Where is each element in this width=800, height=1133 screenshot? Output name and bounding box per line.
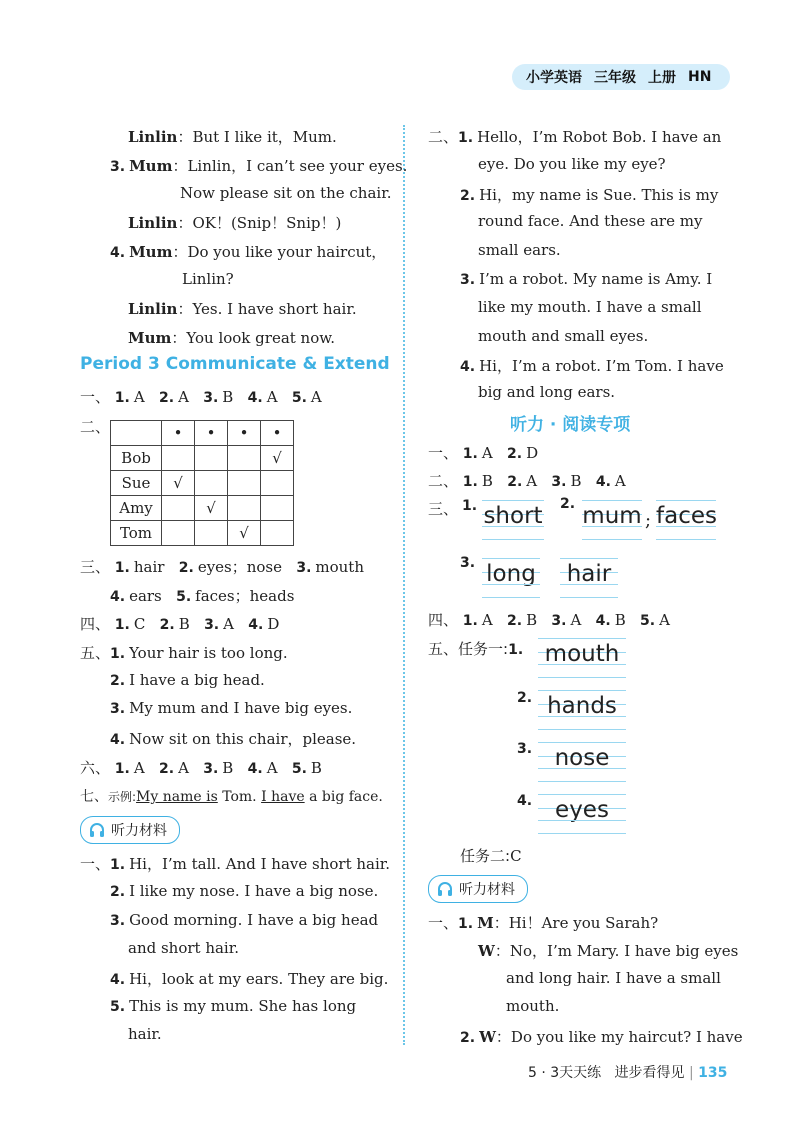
item-number: 4. xyxy=(110,589,126,605)
task-label: 任务一: xyxy=(458,640,509,658)
answer: A xyxy=(570,611,582,629)
grid-cell xyxy=(195,471,228,496)
grid-cell: • xyxy=(195,421,228,446)
item-number: 1. xyxy=(458,130,474,146)
footer-separator: | xyxy=(688,1065,694,1081)
item-number: 2. xyxy=(507,446,523,462)
question-label: 一、 xyxy=(428,444,459,462)
grid-name: Amy xyxy=(111,496,162,521)
grid-row xyxy=(111,471,294,496)
item-number: 1. xyxy=(114,560,130,576)
question-label: 二、 xyxy=(428,128,459,146)
question-label: 二、 xyxy=(80,418,111,436)
answer: Your hair is too long. xyxy=(129,644,288,662)
question-label: 七、 xyxy=(80,789,108,805)
answer: A xyxy=(659,611,670,629)
right-q2-line xyxy=(478,298,702,316)
right-q2-line xyxy=(478,327,648,345)
question-label: 四、 xyxy=(80,615,111,633)
answer: I have a big head. xyxy=(129,671,265,689)
answer-line-q5 xyxy=(110,671,265,689)
item-number: 4. xyxy=(247,390,263,406)
item-number: 4. xyxy=(595,613,611,629)
speaker: Mum xyxy=(128,329,172,347)
script-text: round face. And these are my xyxy=(478,212,703,230)
script-line xyxy=(428,912,658,933)
script-text: ：No，I’m Mary. I have big eyes xyxy=(494,942,739,960)
script-text: like my mouth. I have a small xyxy=(478,298,702,316)
item-number: 3. xyxy=(296,560,312,576)
item-number: 4. xyxy=(517,793,533,809)
speaker: Linlin xyxy=(128,128,178,146)
page-number: 135 xyxy=(698,1065,728,1081)
answer: D xyxy=(526,444,539,462)
dialog-text: ：Linlin，I can’t see your eyes. xyxy=(172,157,408,175)
period-title: Period 3 Communicate & Extend xyxy=(80,354,390,374)
dialog-text: ：Do you like your haircut， xyxy=(172,243,387,261)
answer: B xyxy=(481,472,493,490)
item-number: 2. xyxy=(507,613,523,629)
section-title: 听力 · 阅读专项 xyxy=(510,415,631,435)
listening-material-badge xyxy=(80,816,180,844)
grid-cell: • xyxy=(261,421,294,446)
answer: C xyxy=(133,615,146,633)
answer: A xyxy=(133,388,145,406)
item-number: 1. xyxy=(508,642,524,658)
script-text: ：Do you like my haircut? I have xyxy=(495,1028,743,1046)
dialog-text: ：OK！(Snip！Snip！) xyxy=(177,214,342,232)
script-line xyxy=(460,1026,743,1047)
header-grade: 三年级 xyxy=(594,70,636,86)
answer-row-q6 xyxy=(80,757,322,778)
example-label: 示例: xyxy=(108,790,137,804)
script-line xyxy=(128,939,239,957)
right-q2-line xyxy=(478,241,561,259)
header-edition: HN xyxy=(688,69,712,85)
footer-brand: 5 · 3天天练 xyxy=(528,1065,602,1081)
grid-cell xyxy=(162,496,195,521)
handwritten-answer: mouth xyxy=(544,641,620,667)
answer-line-q5 xyxy=(110,699,352,717)
item-number: 1. xyxy=(462,446,478,462)
script-text: Hi，I’m a robot. I’m Tom. I have xyxy=(479,357,724,375)
grid-cell xyxy=(261,521,294,546)
script-text: I’m a robot. My name is Amy. I xyxy=(479,270,713,288)
answer: My name is xyxy=(136,789,218,805)
item-number: 3. xyxy=(551,474,567,490)
item-number: 1. xyxy=(462,498,478,514)
script-text: Hello，I’m Robot Bob. I have an xyxy=(477,128,722,146)
answer-line-q5 xyxy=(80,642,288,663)
question-label: 五、 xyxy=(80,644,111,662)
grid-cell xyxy=(228,496,261,521)
item-number: 2. xyxy=(159,390,175,406)
writing-lines xyxy=(560,558,618,598)
answer: B xyxy=(614,611,626,629)
item-number: 1. xyxy=(110,857,126,873)
answer: A xyxy=(266,759,278,777)
script-line xyxy=(506,969,721,987)
handwritten-answer: hands xyxy=(547,693,617,719)
header-subject: 小学英语 xyxy=(526,70,582,86)
script-text: big and long ears. xyxy=(478,383,616,401)
grid-cell xyxy=(195,446,228,471)
item-number: 3. xyxy=(204,617,220,633)
speaker: Linlin xyxy=(128,214,178,232)
item-number: 4. xyxy=(110,972,126,988)
answer: I have xyxy=(261,789,305,805)
script-line xyxy=(478,940,738,961)
item-number: 3. xyxy=(551,613,567,629)
script-text: ：Hi！Are you Sarah? xyxy=(493,914,659,932)
question-label: 一、 xyxy=(80,388,111,406)
item-number: 4. xyxy=(595,474,611,490)
dialog-line xyxy=(128,327,335,348)
question-label: 四、 xyxy=(428,611,459,629)
writing-lines xyxy=(538,742,626,782)
script-line xyxy=(110,997,356,1015)
answer: My mum and I have big eyes. xyxy=(129,699,353,717)
answer: a big face. xyxy=(304,789,383,805)
right-q2-line xyxy=(478,383,615,401)
script-line xyxy=(110,882,378,900)
script-text: Hi，look at my ears. They are big. xyxy=(129,970,389,988)
writing-lines xyxy=(482,500,544,540)
listening-material-badge xyxy=(428,875,528,903)
item-number: 3. xyxy=(203,390,219,406)
script-text: and long hair. I have a small xyxy=(506,969,721,987)
script-line xyxy=(506,997,559,1015)
item-number: 2. xyxy=(460,188,476,204)
headphone-icon xyxy=(89,822,105,838)
grid-row xyxy=(111,496,294,521)
footer-slogan: 进步看得见 xyxy=(614,1065,685,1081)
grid-cell: • xyxy=(162,421,195,446)
dialog-text: ：But I like it，Mum. xyxy=(177,128,337,146)
answer: B xyxy=(222,388,234,406)
script-text: I like my nose. I have a big nose. xyxy=(129,882,379,900)
item-number: 4. xyxy=(110,245,126,261)
task-two xyxy=(460,845,522,866)
dialog-line xyxy=(128,126,337,147)
script-text: and short hair. xyxy=(128,939,240,957)
script-text: mouth. xyxy=(506,997,560,1015)
handwritten-answer: long xyxy=(486,561,536,587)
answer: A xyxy=(526,472,538,490)
grid-cell xyxy=(111,421,162,446)
item-number: 2. xyxy=(110,884,126,900)
right-q2-line xyxy=(478,155,666,173)
right-q2-line xyxy=(460,270,712,288)
answer-row-q3b xyxy=(110,585,294,606)
dialog-line xyxy=(180,184,392,202)
answer: A xyxy=(481,444,493,462)
item-number: 1. xyxy=(462,474,478,490)
item-number: 1. xyxy=(458,916,474,932)
grid-cell: √ xyxy=(162,471,195,496)
answer-row-s1 xyxy=(428,442,538,463)
answer-row-q3 xyxy=(80,556,364,577)
item-number: 4. xyxy=(248,617,264,633)
answer: A xyxy=(481,611,493,629)
grid-cell xyxy=(228,471,261,496)
right-q2-line xyxy=(460,355,724,376)
script-text: small ears. xyxy=(478,241,561,259)
task-label: 任务二: xyxy=(460,847,511,865)
writing-lines xyxy=(656,500,716,540)
listening-label: 听力材料 xyxy=(459,882,515,898)
dialog-line xyxy=(128,298,357,319)
answer-row-q1 xyxy=(80,386,322,407)
grid-cell xyxy=(228,446,261,471)
item-number: 5. xyxy=(640,613,656,629)
answer: B xyxy=(222,759,234,777)
handwritten-answer: nose xyxy=(554,745,610,771)
answer: A xyxy=(266,388,278,406)
item-number: 1. xyxy=(110,646,126,662)
handwritten-answer: eyes xyxy=(555,797,609,823)
grid-cell xyxy=(261,496,294,521)
answer: B xyxy=(570,472,582,490)
item-number: 1. xyxy=(114,390,130,406)
answer: A xyxy=(178,388,189,406)
answer: A xyxy=(133,759,145,777)
dialog-text: Linlin? xyxy=(182,270,234,288)
item-number: 3. xyxy=(460,272,476,288)
dialog-line xyxy=(110,241,386,262)
script-text: This is my mum. She has long xyxy=(129,997,357,1015)
answer: B xyxy=(526,611,538,629)
grid-row xyxy=(111,446,294,471)
item-number: 2. xyxy=(159,617,175,633)
grid-cell xyxy=(261,471,294,496)
speaker: M xyxy=(477,914,494,932)
item-number: 1. xyxy=(462,613,478,629)
right-q2-line xyxy=(428,126,721,147)
speaker: W xyxy=(479,1028,496,1046)
item-number: 3. xyxy=(460,555,476,571)
answer: mouth xyxy=(315,558,364,576)
page-footer xyxy=(528,1062,727,1082)
script-text: Good morning. I have a big head xyxy=(129,911,379,929)
answer: A xyxy=(614,472,626,490)
script-line xyxy=(80,853,390,874)
answer: B xyxy=(178,615,190,633)
script-text: eye. Do you like my eye? xyxy=(478,155,666,173)
dialog-line xyxy=(110,155,407,176)
headphone-icon xyxy=(437,881,453,897)
grid-name: Sue xyxy=(111,471,162,496)
grid-cell: √ xyxy=(261,446,294,471)
script-text: hair. xyxy=(128,1025,162,1043)
grid-cell: • xyxy=(228,421,261,446)
grid-row xyxy=(111,521,294,546)
listening-label: 听力材料 xyxy=(111,823,167,839)
item-number: 2. xyxy=(507,474,523,490)
dialog-text: ：Yes. I have short hair. xyxy=(177,300,357,318)
answer: hair xyxy=(133,558,165,576)
answer-row-s4 xyxy=(428,609,670,630)
item-number: 2. xyxy=(159,761,175,777)
item-number: 3. xyxy=(517,741,533,757)
question-label: 三、 xyxy=(80,558,111,576)
grid-cell: √ xyxy=(228,521,261,546)
script-line xyxy=(110,911,378,929)
grid-cell: √ xyxy=(195,496,228,521)
right-q2-line xyxy=(478,212,702,230)
item-number: 2. xyxy=(517,690,533,706)
item-number: 1. xyxy=(114,761,130,777)
answer: Now sit on this chair，please. xyxy=(129,730,357,748)
answer: D xyxy=(267,615,280,633)
grid-name: Bob xyxy=(111,446,162,471)
answer: eyes；nose xyxy=(197,558,283,576)
item-number: 5. xyxy=(291,390,307,406)
item-number: 2. xyxy=(178,560,194,576)
item-number: 1. xyxy=(114,617,130,633)
dialog-line xyxy=(182,270,234,288)
item-number: 3. xyxy=(110,701,126,717)
speaker: Linlin xyxy=(128,300,178,318)
grid-header-row xyxy=(111,421,294,446)
script-text: mouth and small eyes. xyxy=(478,327,649,345)
handwritten-answer: short xyxy=(483,503,543,529)
item-number: 4. xyxy=(460,359,476,375)
answer: A xyxy=(178,759,189,777)
speaker: Mum xyxy=(129,157,173,175)
item-number: 2. xyxy=(560,496,576,512)
answer: A xyxy=(310,388,322,406)
script-text: Hi，my name is Sue. This is my xyxy=(479,186,719,204)
question-label: 六、 xyxy=(80,759,111,777)
grid-cell xyxy=(162,521,195,546)
item-number: 5. xyxy=(176,589,192,605)
writing-lines xyxy=(538,690,626,730)
writing-lines xyxy=(582,500,642,540)
dialog-line xyxy=(128,212,341,233)
script-line xyxy=(128,1025,162,1043)
dialog-text: Now please sit on the chair. xyxy=(180,184,392,202)
answer: Tom. xyxy=(217,789,262,805)
answer: faces；heads xyxy=(195,587,295,605)
answer: C xyxy=(510,847,522,865)
script-text: Hi，I’m tall. And I have short hair. xyxy=(129,855,391,873)
writing-lines xyxy=(538,794,626,834)
answer-row-s2 xyxy=(428,470,626,491)
script-line xyxy=(110,968,388,989)
speaker: W xyxy=(478,942,495,960)
grid-cell xyxy=(162,446,195,471)
answer: B xyxy=(310,759,322,777)
column-divider xyxy=(403,125,405,1045)
right-q2-line xyxy=(460,184,718,205)
handwritten-answer: hair xyxy=(566,561,612,587)
answer-row-q7 xyxy=(80,786,383,806)
speaker: Mum xyxy=(129,243,173,261)
item-number: 4. xyxy=(110,732,126,748)
item-number: 2. xyxy=(110,673,126,689)
writing-lines xyxy=(482,558,540,598)
item-number: 5. xyxy=(110,999,126,1015)
question-label: 三、 xyxy=(428,500,459,518)
item-number: 3. xyxy=(110,913,126,929)
answer-row-q4 xyxy=(80,613,279,634)
handwritten-answer: mum xyxy=(582,503,642,529)
item-number: 2. xyxy=(460,1030,476,1046)
dialog-text: ：You look great now. xyxy=(171,329,336,347)
item-number: 3. xyxy=(110,159,126,175)
item-number: 4. xyxy=(247,761,263,777)
answer: A xyxy=(223,615,234,633)
grid-name: Tom xyxy=(111,521,162,546)
answer: ears xyxy=(129,587,162,605)
task-one-label xyxy=(428,638,527,659)
question-label: 二、 xyxy=(428,472,459,490)
question-label: 一、 xyxy=(428,914,459,932)
answer-line-q5 xyxy=(110,728,356,749)
writing-lines xyxy=(538,638,626,678)
item-number: 5. xyxy=(291,761,307,777)
answer-grid xyxy=(110,420,294,546)
item-number: 3. xyxy=(203,761,219,777)
separator: ; xyxy=(645,510,652,531)
grid-cell xyxy=(195,521,228,546)
header-badge xyxy=(512,64,730,90)
handwritten-answer: faces xyxy=(656,503,717,529)
question-label: 一、 xyxy=(80,855,111,873)
question-label: 五、 xyxy=(428,640,459,658)
header-volume: 上册 xyxy=(648,70,676,86)
